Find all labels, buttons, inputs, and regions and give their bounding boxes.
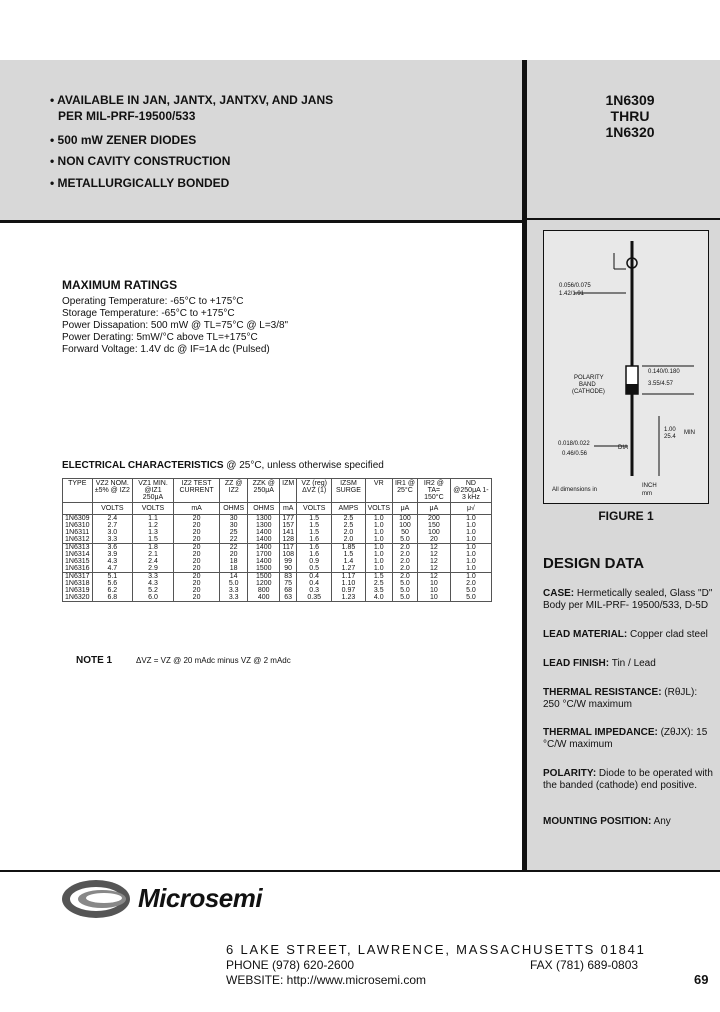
table-cell: 3.3 — [220, 587, 248, 594]
table-cell: 10 — [417, 587, 450, 594]
table-cell: 1N6312 — [63, 536, 93, 544]
table-cell: 3.6 — [92, 544, 133, 552]
electrical-title: ELECTRICAL CHARACTERISTICS @ 25°C, unless otherwise specified — [62, 460, 384, 471]
dim-length-mm: 25.4 — [664, 434, 676, 440]
feature-spec: PER MIL-PRF-19500/533 — [58, 109, 196, 123]
table-cell: 1.6 — [297, 551, 332, 558]
table-cell: 1.17 — [332, 573, 365, 581]
table-cell: 20 — [173, 536, 219, 544]
table-cell: 1N6311 — [63, 529, 93, 536]
table-cell: 0.3 — [297, 587, 332, 594]
electrical-table — [62, 478, 492, 602]
table-cell: 1.5 — [365, 573, 392, 581]
table-cell: 1.6 — [297, 536, 332, 544]
table-row — [63, 515, 492, 523]
table-cell: 1.0 — [365, 558, 392, 565]
table-cell: 1.0 — [450, 573, 491, 581]
table-cell: 14 — [220, 573, 248, 581]
table-cell: 1N6313 — [63, 544, 93, 552]
table-cell: 0.35 — [297, 594, 332, 602]
max-rating-line: Power Dissapation: 500 mW @ TL=75°C @ L=3/8" — [62, 320, 289, 331]
table-cell: 1.0 — [365, 565, 392, 573]
table-cell: 5.1 — [92, 573, 133, 581]
table-cell: 1.0 — [450, 558, 491, 565]
dim-lead-in: 0.056/0.075 — [559, 283, 591, 289]
unit-cell: mA — [280, 503, 297, 515]
table-cell: 12 — [417, 558, 450, 565]
table-cell: 2.0 — [332, 529, 365, 536]
column-header: TYPE — [63, 479, 93, 503]
table-cell: 1.5 — [297, 515, 332, 523]
design-lead-finish: LEAD FINISH: Tin / Lead — [543, 658, 656, 669]
footer-divider — [0, 870, 720, 872]
table-cell: 1N6318 — [63, 580, 93, 587]
table-cell: 5.0 — [450, 594, 491, 602]
header-divider — [0, 220, 522, 223]
table-row — [63, 544, 492, 552]
table-cell: 1N6314 — [63, 551, 93, 558]
dim-dia-label: DIA — [618, 445, 629, 451]
table-cell: 2.0 — [332, 536, 365, 544]
column-header: ND @250μA 1-3 kHz — [450, 479, 491, 503]
table-cell: 0.4 — [297, 580, 332, 587]
max-rating-line: Storage Temperature: -65°C to +175°C — [62, 308, 235, 319]
max-rating-line: Forward Voltage: 1.4V dc @ IF=1A dc (Pulsed) — [62, 344, 270, 355]
table-cell: 1.0 — [365, 529, 392, 536]
table-cell: 3.0 — [92, 529, 133, 536]
table-cell: 2.1 — [133, 551, 174, 558]
table-cell: 177 — [280, 515, 297, 523]
dims-note: All dimensions in — [552, 487, 598, 493]
table-cell: 100 — [393, 522, 418, 529]
dim-body-mm: 3.55/4.57 — [648, 381, 674, 387]
part-number-end: 1N6320 — [605, 124, 655, 140]
table-cell: 1400 — [248, 536, 280, 544]
phone: PHONE (978) 620-2600 — [226, 958, 355, 972]
column-header: IZSM SURGE — [332, 479, 365, 503]
table-cell: 1200 — [248, 580, 280, 587]
table-cell: 18 — [220, 558, 248, 565]
table-row — [63, 594, 492, 602]
table-cell: 100 — [393, 515, 418, 523]
table-row — [63, 551, 492, 558]
table-cell: 22 — [220, 536, 248, 544]
table-cell: 1N6315 — [63, 558, 93, 565]
table-row — [63, 587, 492, 594]
table-cell: 200 — [417, 515, 450, 523]
part-number-thru: THRU — [610, 108, 650, 124]
unit-cell: OHMS — [220, 503, 248, 515]
table-cell: 2.0 — [393, 573, 418, 581]
table-cell: 3.3 — [220, 594, 248, 602]
table-cell: 99 — [280, 558, 297, 565]
table-cell: 90 — [280, 565, 297, 573]
feature-non-cavity: • NON CAVITY CONSTRUCTION — [50, 154, 231, 168]
column-header: IZ2 TEST CURRENT — [173, 479, 219, 503]
table-cell: 83 — [280, 573, 297, 581]
table-cell: 22 — [220, 544, 248, 552]
table-cell: 10 — [417, 580, 450, 587]
table-cell: 1.0 — [450, 522, 491, 529]
table-cell: 20 — [173, 565, 219, 573]
table-cell: 1N6317 — [63, 573, 93, 581]
table-cell: 75 — [280, 580, 297, 587]
table-cell: 2.0 — [450, 580, 491, 587]
table-cell: 2.5 — [332, 515, 365, 523]
dim-dia-in: 0.018/0.022 — [558, 441, 590, 447]
table-row — [63, 580, 492, 587]
table-cell: 1.6 — [297, 544, 332, 552]
table-cell: 1500 — [248, 565, 280, 573]
website: WEBSITE: http://www.microsemi.com — [226, 973, 427, 987]
table-cell: 3.3 — [133, 573, 174, 581]
table-cell: 12 — [417, 544, 450, 552]
unit-cell: mA — [173, 503, 219, 515]
table-cell: 1N6309 — [63, 515, 93, 523]
table-cell: 1.0 — [365, 515, 392, 523]
table-cell: 1.8 — [133, 544, 174, 552]
dim-body-in: 0.140/0.180 — [648, 369, 680, 375]
table-cell: 1500 — [248, 573, 280, 581]
table-cell: 100 — [417, 529, 450, 536]
unit-cell: μA — [417, 503, 450, 515]
table-row — [63, 558, 492, 565]
table-cell: 2.0 — [393, 565, 418, 573]
table-cell: 20 — [173, 522, 219, 529]
table-cell: 5.6 — [92, 580, 133, 587]
figure-box — [543, 230, 709, 504]
table-cell: 4.0 — [365, 594, 392, 602]
max-rating-line: Operating Temperature: -65°C to +175°C — [62, 296, 244, 307]
table-cell: 5.0 — [220, 580, 248, 587]
design-data-title: DESIGN DATA — [543, 555, 645, 572]
table-cell: 20 — [220, 551, 248, 558]
table-cell: 1.0 — [450, 529, 491, 536]
fax: FAX (781) 689-0803 — [530, 958, 639, 972]
table-cell: 1.27 — [332, 565, 365, 573]
design-polarity: POLARITY: Diode to be operated with the banded (cathode) end positive. — [543, 768, 713, 791]
unit-inch: INCH — [642, 483, 657, 489]
column-header: VZ2 NOM. ±5% @ IZ2 — [92, 479, 133, 503]
table-cell: 1.0 — [450, 565, 491, 573]
table-cell: 20 — [173, 573, 219, 581]
max-rating-line: Power Derating: 5mW/°C above TL=+175°C — [62, 332, 258, 343]
design-lead-material: LEAD MATERIAL: Copper clad steel — [543, 629, 708, 640]
table-cell: 0.5 — [297, 565, 332, 573]
table-cell: 20 — [173, 551, 219, 558]
table-cell: 128 — [280, 536, 297, 544]
column-header: ZZK @ 250μA — [248, 479, 280, 503]
table-cell: 4.3 — [92, 558, 133, 565]
feature-zener: • 500 mW ZENER DIODES — [50, 133, 197, 147]
feature-bonded: • METALLURGICALLY BONDED — [50, 176, 230, 190]
table-cell: 1400 — [248, 544, 280, 552]
table-cell: 4.3 — [133, 580, 174, 587]
table-cell: 3.9 — [92, 551, 133, 558]
table-cell: 20 — [417, 536, 450, 544]
table-cell: 30 — [220, 522, 248, 529]
column-header: ZZ @ IZ2 — [220, 479, 248, 503]
table-cell: 1.5 — [297, 522, 332, 529]
table-cell: 800 — [248, 587, 280, 594]
table-cell: 157 — [280, 522, 297, 529]
table-cell: 1300 — [248, 515, 280, 523]
table-cell: 6.0 — [133, 594, 174, 602]
column-header: IR1 @ 25°C — [393, 479, 418, 503]
table-cell: 5.0 — [393, 580, 418, 587]
column-header: VZ (reg) ΔVZ (1) — [297, 479, 332, 503]
table-cell: 2.5 — [365, 580, 392, 587]
table-cell: 2.4 — [92, 515, 133, 523]
table-cell: 5.2 — [133, 587, 174, 594]
unit-cell — [63, 503, 93, 515]
table-cell: 25 — [220, 529, 248, 536]
table-cell: 1.0 — [365, 536, 392, 544]
note-label: NOTE 1 — [76, 655, 113, 666]
table-cell: 1.0 — [365, 522, 392, 529]
table-cell: 63 — [280, 594, 297, 602]
table-cell: 2.5 — [332, 522, 365, 529]
unit-cell: VOLTS — [365, 503, 392, 515]
table-cell: 20 — [173, 587, 219, 594]
dim-min: MIN — [684, 430, 695, 436]
unit-cell: VOLTS — [297, 503, 332, 515]
table-cell: 30 — [220, 515, 248, 523]
table-cell: 20 — [173, 558, 219, 565]
part-number-start: 1N6309 — [605, 92, 655, 108]
table-cell: 2.0 — [393, 558, 418, 565]
table-cell: 1N6310 — [63, 522, 93, 529]
column-header: VZ1 MIN. @IZ1 250μA — [133, 479, 174, 503]
unit-cell: VOLTS — [92, 503, 133, 515]
design-thermal-impedance: THERMAL IMPEDANCE: (ZθJX): 15 °C/W maximum — [543, 727, 708, 750]
table-cell: 12 — [417, 573, 450, 581]
feature-availability: • AVAILABLE IN JAN, JANTX, JANTXV, AND JANS — [50, 93, 334, 107]
table-cell: 1N6320 — [63, 594, 93, 602]
table-cell: 18 — [220, 565, 248, 573]
table-cell: 5.0 — [450, 587, 491, 594]
table-cell: 1.0 — [450, 536, 491, 544]
table-cell: 1.5 — [297, 529, 332, 536]
table-cell: 1.0 — [450, 551, 491, 558]
table-cell: 1.4 — [332, 558, 365, 565]
table-cell: 12 — [417, 551, 450, 558]
note-text: ΔVZ = VZ @ 20 mAdc minus VZ @ 2 mAdc — [136, 656, 291, 665]
table-cell: 117 — [280, 544, 297, 552]
table-cell: 1.5 — [133, 536, 174, 544]
table-cell: 1N6319 — [63, 587, 93, 594]
unit-mm: mm — [642, 491, 652, 497]
table-cell: 50 — [393, 529, 418, 536]
table-cell: 1.5 — [332, 551, 365, 558]
page-number: 69 — [694, 972, 709, 987]
table-cell: 4.7 — [92, 565, 133, 573]
table-cell: 2.7 — [92, 522, 133, 529]
figure-label: FIGURE 1 — [598, 509, 654, 523]
table-cell: 1.0 — [365, 551, 392, 558]
dim-lead-mm: 1.42/1.91 — [559, 291, 585, 297]
column-header: IR2 @ TA= 150°C — [417, 479, 450, 503]
table-cell: 3.5 — [365, 587, 392, 594]
unit-cell: μ√ — [450, 503, 491, 515]
table-cell: 108 — [280, 551, 297, 558]
column-header: IZM — [280, 479, 297, 503]
table-cell: 6.2 — [92, 587, 133, 594]
table-cell: 1.23 — [332, 594, 365, 602]
table-cell: 10 — [417, 594, 450, 602]
table-row — [63, 536, 492, 544]
table-cell: 20 — [173, 594, 219, 602]
table-cell: 20 — [173, 580, 219, 587]
dim-length-in: 1.00 — [664, 427, 676, 433]
microsemi-logo: Microsemi — [138, 883, 263, 913]
table-cell: 400 — [248, 594, 280, 602]
max-ratings-title: MAXIMUM RATINGS — [62, 278, 178, 292]
microsemi-logo-icon — [58, 876, 136, 922]
table-cell: 2.0 — [393, 544, 418, 552]
address: 6 LAKE STREET, LAWRENCE, MASSACHUSETTS 01841 — [226, 942, 646, 957]
table-cell: 1.2 — [133, 522, 174, 529]
vertical-divider — [522, 60, 527, 870]
table-cell: 5.0 — [393, 587, 418, 594]
table-cell: 141 — [280, 529, 297, 536]
design-thermal-resistance: THERMAL RESISTANCE: (RθJL): 250 °C/W maximum — [543, 687, 698, 710]
unit-cell: μA — [393, 503, 418, 515]
table-cell: 5.0 — [393, 536, 418, 544]
table-cell: 1.0 — [450, 515, 491, 523]
column-header: VR — [365, 479, 392, 503]
table-cell: 20 — [173, 515, 219, 523]
table-cell: 20 — [173, 529, 219, 536]
design-case: CASE: Hermetically sealed, Glass "D" Body per MIL-PRF- 19500/533, D-5D — [543, 588, 713, 611]
table-cell: 1300 — [248, 522, 280, 529]
table-cell: 1.1 — [133, 515, 174, 523]
table-cell: 2.0 — [393, 551, 418, 558]
diode-drawing — [544, 231, 708, 503]
unit-cell: VOLTS — [133, 503, 174, 515]
table-cell: 1.0 — [365, 544, 392, 552]
table-cell: 1.10 — [332, 580, 365, 587]
table-cell: 20 — [173, 544, 219, 552]
table-cell: 1.85 — [332, 544, 365, 552]
table-cell: 5.0 — [393, 594, 418, 602]
table-cell: 6.8 — [92, 594, 133, 602]
table-cell: 2.9 — [133, 565, 174, 573]
band-label: BAND — [579, 382, 596, 388]
design-mounting: MOUNTING POSITION: Any — [543, 816, 671, 827]
unit-cell: OHMS — [248, 503, 280, 515]
table-cell: 68 — [280, 587, 297, 594]
table-cell: 1700 — [248, 551, 280, 558]
table-cell: 0.97 — [332, 587, 365, 594]
polarity-label: POLARITY — [574, 375, 604, 381]
sidebar-header-divider — [527, 218, 720, 220]
unit-cell: AMPS — [332, 503, 365, 515]
table-cell: 0.9 — [297, 558, 332, 565]
cathode-label: (CATHODE) — [572, 389, 605, 395]
table-cell: 3.3 — [92, 536, 133, 544]
table-cell: 1.3 — [133, 529, 174, 536]
table-row — [63, 529, 492, 536]
dim-dia-mm: 0.46/0.56 — [562, 451, 588, 457]
table-row — [63, 522, 492, 529]
table-row — [63, 573, 492, 581]
table-cell: 1.0 — [450, 544, 491, 552]
table-cell: 1400 — [248, 558, 280, 565]
table-cell: 0.4 — [297, 573, 332, 581]
table-row — [63, 565, 492, 573]
table-cell: 2.4 — [133, 558, 174, 565]
table-cell: 1400 — [248, 529, 280, 536]
table-cell: 1N6316 — [63, 565, 93, 573]
table-cell: 12 — [417, 565, 450, 573]
table-cell: 150 — [417, 522, 450, 529]
